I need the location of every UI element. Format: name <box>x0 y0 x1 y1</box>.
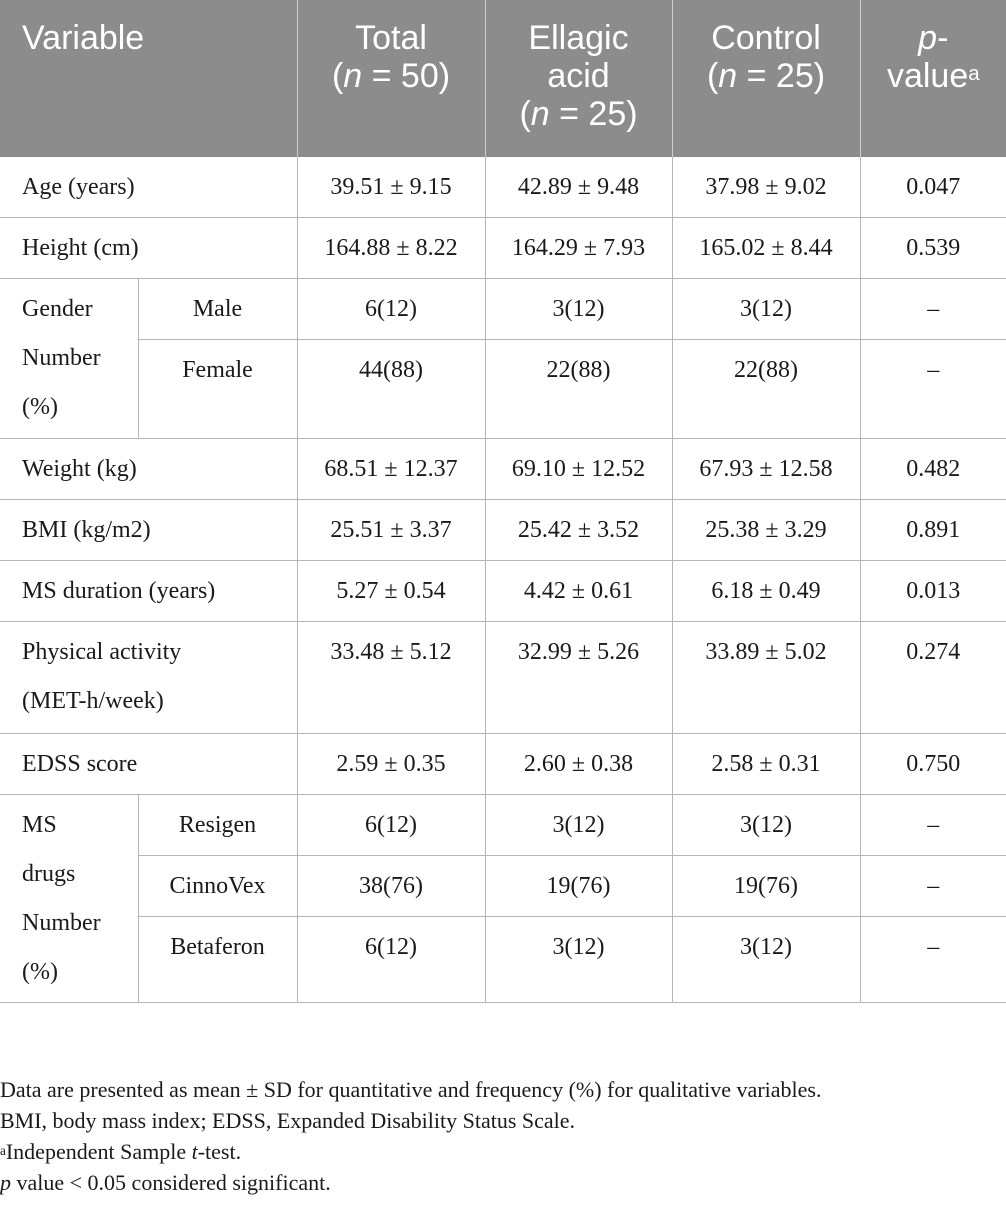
cinnovex-pvalue: – <box>860 856 1006 917</box>
header-total-open: ( <box>331 57 344 95</box>
cinnovex-label: CinnoVex <box>138 856 297 917</box>
betaferon-control: 3(12) <box>672 917 860 1003</box>
edss-pvalue: 0.750 <box>860 734 1006 795</box>
weight-control: 67.93 ± 12.58 <box>672 439 860 500</box>
female-pvalue: – <box>860 340 1006 439</box>
row-drugs-resigen <box>0 795 1006 856</box>
bmi-total: 25.51 ± 3.37 <box>297 500 485 561</box>
physical-label <box>0 622 297 734</box>
male-total: 6(12) <box>297 279 485 340</box>
drugs-label-line3: Number <box>22 910 101 936</box>
header-total <box>297 0 485 157</box>
header-ellagic-line2: acid <box>547 57 610 95</box>
ms-duration-control: 6.18 ± 0.49 <box>672 561 860 622</box>
footnote-test <box>0 1136 1006 1167</box>
resigen-control: 3(12) <box>672 795 860 856</box>
header-pvalue-sup: a <box>968 63 980 85</box>
header-variable <box>0 0 297 157</box>
footnote-significance <box>0 1167 1006 1198</box>
row-weight <box>0 439 1006 500</box>
physical-control: 33.89 ± 5.02 <box>672 622 860 734</box>
betaferon-total: 6(12) <box>297 917 485 1003</box>
footnote-significance-p: p <box>0 1170 11 1195</box>
physical-pvalue: 0.274 <box>860 622 1006 734</box>
gender-label-line2: Number <box>22 345 101 371</box>
header-total-n-rest: = 50) <box>362 57 451 95</box>
edss-control: 2.58 ± 0.31 <box>672 734 860 795</box>
row-drugs-betaferon <box>0 917 1006 1003</box>
table-footnotes <box>0 1074 1006 1198</box>
drugs-label-line1: MS <box>22 812 57 838</box>
row-age <box>0 157 1006 218</box>
header-ellagic-open: ( <box>519 95 531 133</box>
resigen-label: Resigen <box>138 795 297 856</box>
table-body <box>0 157 1006 1003</box>
header-control-open: ( <box>706 57 719 95</box>
edss-label: EDSS score <box>0 734 297 795</box>
header-control <box>672 0 860 157</box>
ms-duration-label: MS duration (years) <box>0 561 297 622</box>
row-edss <box>0 734 1006 795</box>
weight-ellagic: 69.10 ± 12.52 <box>485 439 672 500</box>
cinnovex-control: 19(76) <box>672 856 860 917</box>
footnote-data-presented: Data are presented as mean ± SD for quantitative and frequency (%) for qualitative variables. <box>0 1077 822 1102</box>
height-total: 164.88 ± 8.22 <box>297 218 485 279</box>
drugs-label-line4: (%) <box>22 959 58 985</box>
header-row <box>0 0 1006 157</box>
header-total-n: n <box>343 57 363 95</box>
height-ellagic: 164.29 ± 7.93 <box>485 218 672 279</box>
betaferon-label: Betaferon <box>138 917 297 1003</box>
footnote-test-t: t <box>191 1139 198 1164</box>
header-pvalue-p: p <box>918 19 938 57</box>
cinnovex-total: 38(76) <box>297 856 485 917</box>
cinnovex-ellagic: 19(76) <box>485 856 672 917</box>
footnote-abbreviations: BMI, body mass index; EDSS, Expanded Disability Status Scale. <box>0 1108 576 1133</box>
gender-label-line1: Gender <box>22 296 93 322</box>
female-label: Female <box>138 340 297 439</box>
gender-label <box>0 279 138 439</box>
row-bmi <box>0 500 1006 561</box>
ms-duration-total: 5.27 ± 0.54 <box>297 561 485 622</box>
ms-duration-ellagic: 4.42 ± 0.61 <box>485 561 672 622</box>
female-control: 22(88) <box>672 340 860 439</box>
row-ms-duration <box>0 561 1006 622</box>
row-height <box>0 218 1006 279</box>
header-pvalue <box>860 0 1006 157</box>
betaferon-pvalue: – <box>860 917 1006 1003</box>
age-control: 37.98 ± 9.02 <box>672 157 860 218</box>
female-total: 44(88) <box>297 340 485 439</box>
row-gender-male <box>0 279 1006 340</box>
height-pvalue: 0.539 <box>860 218 1006 279</box>
male-control: 3(12) <box>672 279 860 340</box>
drugs-label <box>0 795 138 1003</box>
edss-total: 2.59 ± 0.35 <box>297 734 485 795</box>
row-gender-female <box>0 340 1006 439</box>
age-total: 39.51 ± 9.15 <box>297 157 485 218</box>
weight-total: 68.51 ± 12.37 <box>297 439 485 500</box>
physical-label-line1: Physical activity <box>22 639 182 665</box>
row-physical-activity <box>0 622 1006 734</box>
header-variable-text: Variable <box>22 19 145 57</box>
resigen-total: 6(12) <box>297 795 485 856</box>
physical-total: 33.48 ± 5.12 <box>297 622 485 734</box>
male-ellagic: 3(12) <box>485 279 672 340</box>
header-ellagic-n-rest: = 25) <box>549 95 638 133</box>
physical-label-line2: (MET-h/week) <box>22 688 164 714</box>
header-ellagic <box>485 0 672 157</box>
gender-label-line3: (%) <box>22 394 58 420</box>
footnote-significance-text: value < 0.05 considered significant. <box>11 1170 331 1195</box>
height-label: Height (cm) <box>0 218 297 279</box>
weight-label: Weight (kg) <box>0 439 297 500</box>
female-ellagic: 22(88) <box>485 340 672 439</box>
footnote-test-sup: a <box>0 1143 6 1158</box>
row-drugs-cinnovex <box>0 856 1006 917</box>
header-control-n: n <box>718 57 738 95</box>
physical-ellagic: 32.99 ± 5.26 <box>485 622 672 734</box>
edss-ellagic: 2.60 ± 0.38 <box>485 734 672 795</box>
bmi-pvalue: 0.891 <box>860 500 1006 561</box>
age-pvalue: 0.047 <box>860 157 1006 218</box>
drugs-label-line2: drugs <box>22 861 76 887</box>
footnote-test-end: -test. <box>197 1139 242 1164</box>
header-control-text: Control <box>711 19 821 57</box>
resigen-pvalue: – <box>860 795 1006 856</box>
resigen-ellagic: 3(12) <box>485 795 672 856</box>
header-total-text: Total <box>355 19 427 57</box>
header-control-n-rest: = 25) <box>737 57 826 95</box>
male-label: Male <box>138 279 297 340</box>
weight-pvalue: 0.482 <box>860 439 1006 500</box>
ms-duration-pvalue: 0.013 <box>860 561 1006 622</box>
header-ellagic-line1: Ellagic <box>528 19 629 57</box>
footnote-test-text: Independent Sample <box>5 1139 192 1164</box>
header-pvalue-text: value <box>886 57 969 95</box>
age-ellagic: 42.89 ± 9.48 <box>485 157 672 218</box>
age-label: Age (years) <box>0 157 297 218</box>
header-pvalue-dash: - <box>937 19 949 57</box>
bmi-ellagic: 25.42 ± 3.52 <box>485 500 672 561</box>
header-ellagic-n: n <box>530 95 550 133</box>
bmi-label: BMI (kg/m2) <box>0 500 297 561</box>
table-header <box>0 0 1006 157</box>
male-pvalue: – <box>860 279 1006 340</box>
betaferon-ellagic: 3(12) <box>485 917 672 1003</box>
bmi-control: 25.38 ± 3.29 <box>672 500 860 561</box>
height-control: 165.02 ± 8.44 <box>672 218 860 279</box>
